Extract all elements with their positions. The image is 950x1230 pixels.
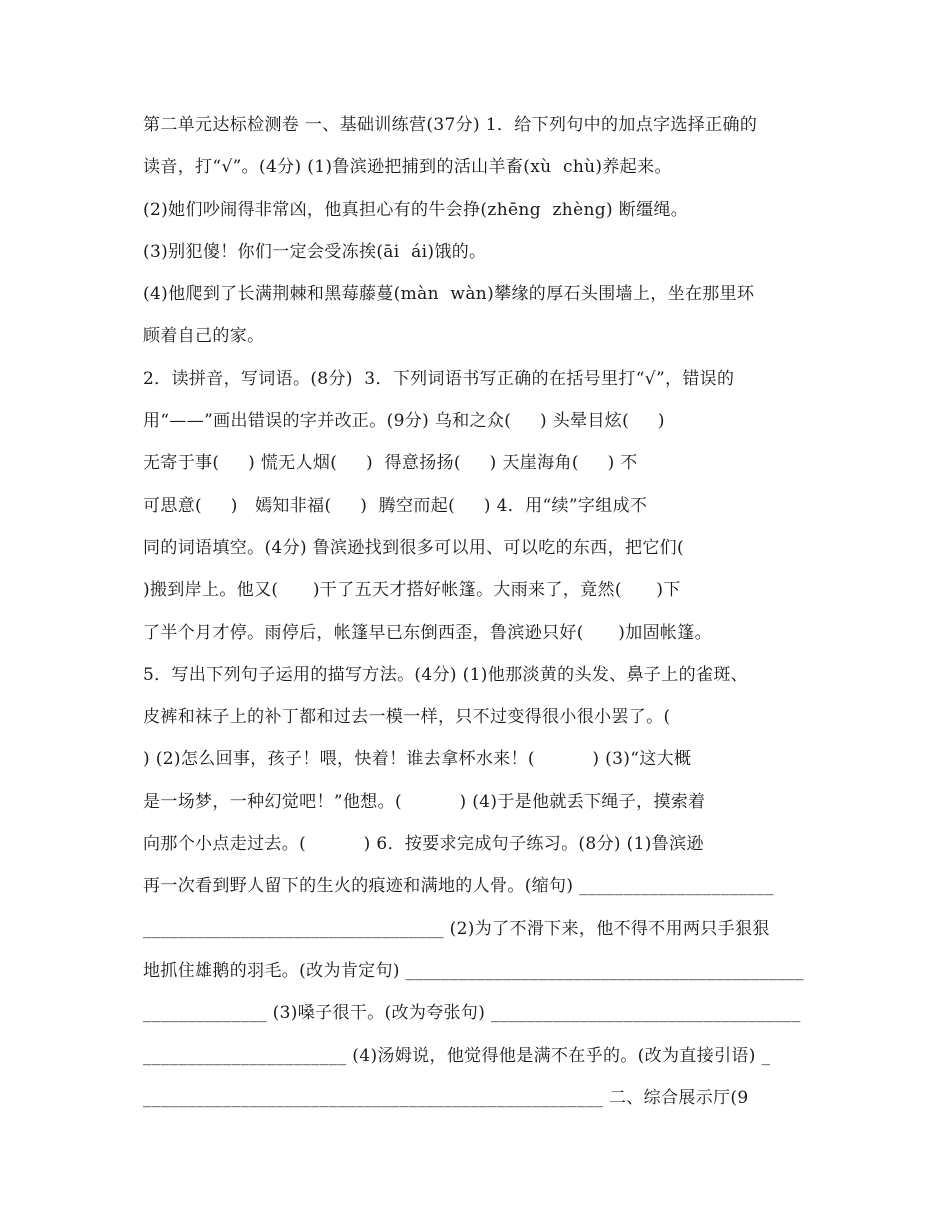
text-line: 2．读拼音，写词语。(8分) 3．下列词语书写正确的在括号里打“√”，错误的 bbox=[143, 368, 735, 389]
text-line: (2)她们吵闹得非常凶，他真担心有的牛会挣(zhēng zhèng) 断缰绳。 bbox=[143, 199, 689, 220]
text-line: _______________________ (4)汤姆说，他觉得他是满不在乎的。(改为直接引语) _ bbox=[143, 1045, 771, 1066]
text-line: ) (2)怎么回事，孩子！喂，快着！谁去拿杯水来！( ) (3)“这大概 bbox=[143, 749, 692, 770]
text-line: ______________ (3)嗓子很干。(改为夸张句) ___________________________________ bbox=[143, 1003, 801, 1024]
text-line: 第二单元达标检测卷 一、基础训练营(37分) 1．给下列句中的加点字选择正确的 bbox=[143, 115, 758, 135]
text-line: 无寄于事( ) 慌无人烟( ) 得意扬扬( ) 天崖海角( ) 不 bbox=[143, 453, 638, 474]
text-line: 5．写出下列句子运用的描写方法。(4分) (1)他那淡黄的头发、鼻子上的雀斑、 bbox=[143, 664, 749, 685]
text-line: __________________________________ (2)为了不滑下来，他不得不用两只手狠狠 bbox=[143, 918, 770, 939]
text-line: )搬到岸上。他又( )干了五天才搭好帐篷。大雨来了，竟然( )下 bbox=[143, 580, 681, 601]
text-line: 皮裤和袜子上的补丁都和过去一模一样，只不过变得很小很小罢了。( bbox=[143, 707, 671, 728]
text-line: 同的词语填空。(4分) 鲁滨逊找到很多可以用、可以吃的东西，把它们( bbox=[143, 537, 685, 558]
text-line: 是一场梦，一种幻觉吧！”他想。( ) (4)于是他就丢下绳子，摸索着 bbox=[143, 791, 706, 812]
text-line: 了半个月才停。雨停后，帐篷早已东倒西歪，鲁滨逊只好( )加固帐篷。 bbox=[143, 622, 712, 643]
exam-text bbox=[143, 114, 815, 1129]
text-line: 向那个小点走过去。( ) 6．按要求完成句子练习。(8分) (1)鲁滨逊 bbox=[143, 834, 704, 855]
text-line: 读音，打“√”。(4分) (1)鲁滨逊把捕到的活山羊畜(xù chù)养起来。 bbox=[143, 157, 672, 178]
text-line: 地抓住雄鹅的羽毛。(改为肯定句) _____________________________________________ bbox=[143, 960, 804, 981]
text-line: 再一次看到野人留下的生火的痕迹和满地的人骨。(缩句) ______________________ bbox=[143, 876, 774, 897]
text-line: (4)他爬到了长满荆棘和黑莓藤蔓(màn wàn)攀缘的厚石头围墙上，坐在那里环 bbox=[143, 284, 755, 305]
text-line: 可思意( ) 嫣知非福( ) 腾空而起( ) 4．用“续”字组成不 bbox=[143, 495, 648, 516]
text-line: 用“——”画出错误的字并改正。(9分) 乌和之众( ) 头晕目炫( ) bbox=[143, 411, 665, 432]
text-line: ____________________________________________________ 二、综合展示厅(9 bbox=[143, 1087, 749, 1108]
text-line: (3)别犯傻！你们一定会受冻挨(āi ái)饿的。 bbox=[143, 241, 487, 262]
text-line: 顾着自己的家。 bbox=[143, 326, 265, 347]
